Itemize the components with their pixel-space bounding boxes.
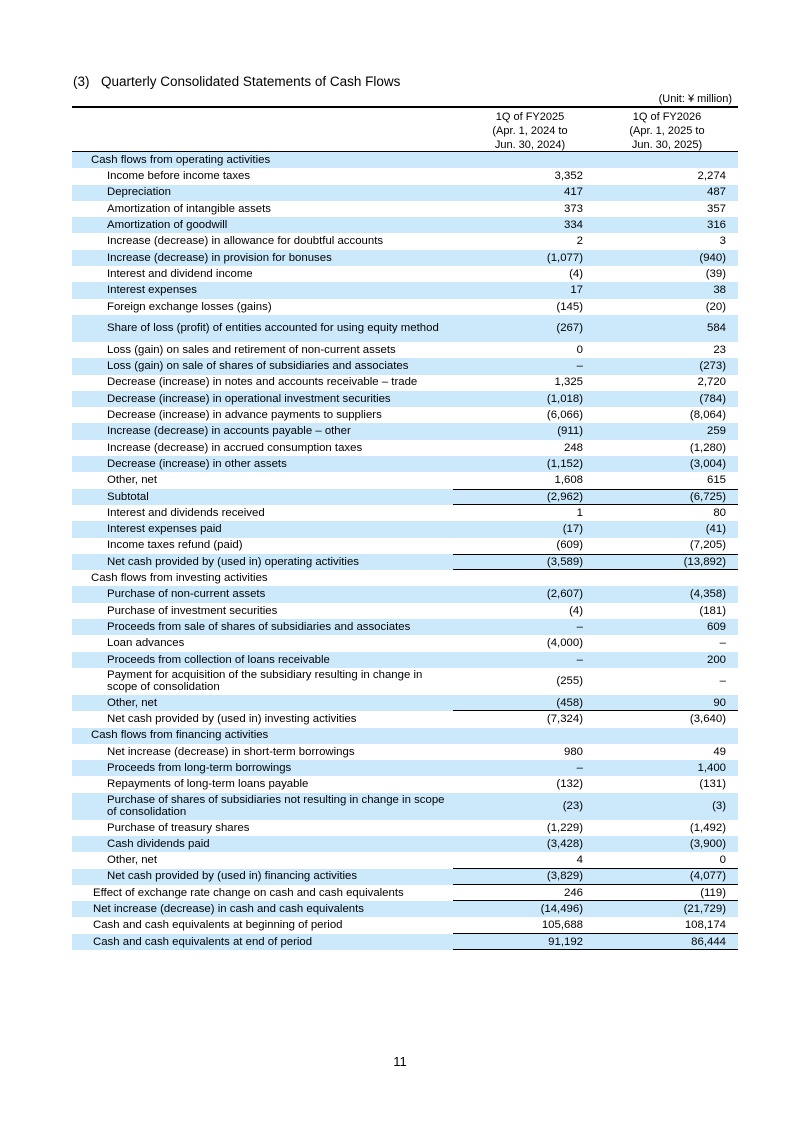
value-fy2025: (609) <box>556 539 583 552</box>
row-label: Increase (decrease) in accounts payable – other <box>107 425 351 438</box>
value-fy2025: 248 <box>563 441 583 454</box>
table-row <box>72 217 738 233</box>
value-fy2025: – <box>576 620 583 633</box>
table-row <box>72 315 738 342</box>
row-label: Share of loss (profit) of entities accounted for using equity method <box>107 322 439 335</box>
table-row <box>72 760 738 776</box>
table-row <box>72 440 738 456</box>
table-row <box>72 820 738 836</box>
table-row <box>72 586 738 602</box>
section-heading <box>73 74 400 89</box>
value-fy2026: 2,720 <box>697 376 726 389</box>
value-fy2026: (940) <box>699 251 726 264</box>
row-label: Decrease (increase) in notes and accounts receivable – trade <box>107 376 418 389</box>
value-fy2025: (132) <box>556 778 583 791</box>
value-fy2025: 4 <box>576 854 583 867</box>
table-row <box>72 375 738 391</box>
table-row <box>72 554 738 570</box>
row-label: Income taxes refund (paid) <box>107 539 243 552</box>
value-fy2025: (4,000) <box>546 637 583 650</box>
value-fy2025: 334 <box>563 219 583 232</box>
row-label: Interest and dividend income <box>107 267 253 280</box>
value-fy2026: (6,725) <box>689 490 726 503</box>
value-fy2026: 0 <box>719 854 726 867</box>
table-row <box>72 538 738 554</box>
row-label: Loss (gain) on sales and retirement of non-current assets <box>107 343 396 356</box>
value-fy2025: (14,496) <box>540 903 583 916</box>
row-label: Subtotal <box>107 490 149 503</box>
value-fy2026: 487 <box>706 186 726 199</box>
table-row <box>72 358 738 374</box>
row-label: Other, net <box>107 854 158 867</box>
value-fy2026: (784) <box>699 392 726 405</box>
value-fy2026: 23 <box>713 343 726 356</box>
value-fy2025: 3,352 <box>554 170 583 183</box>
value-fy2025: (4) <box>569 604 583 617</box>
value-fy2026: (3,900) <box>689 837 726 850</box>
value-fy2025: (2,962) <box>546 490 583 503</box>
row-label: Foreign exchange losses (gains) <box>107 300 272 313</box>
value-fy2026: 615 <box>706 474 726 487</box>
table-row <box>72 456 738 472</box>
table-row <box>72 917 738 933</box>
value-fy2025: (6,066) <box>546 409 583 422</box>
value-fy2025: (1,229) <box>546 821 583 834</box>
value-fy2025: 1,325 <box>554 376 583 389</box>
section-title: Quarterly Consolidated Statements of Cash Flows <box>101 74 401 89</box>
row-label: Decrease (increase) in other assets <box>107 457 287 470</box>
value-fy2025: (1,152) <box>546 457 583 470</box>
page-number: 11 <box>393 1054 407 1069</box>
table-row <box>72 619 738 635</box>
value-fy2025: 91,192 <box>548 935 583 948</box>
table-row <box>72 744 738 760</box>
value-fy2025: 417 <box>563 186 583 199</box>
table-row <box>72 201 738 217</box>
value-fy2025: (458) <box>556 696 583 709</box>
row-label: Increase (decrease) in allowance for doubtful accounts <box>107 235 384 248</box>
row-label: Decrease (increase) in operational investment securities <box>107 392 391 405</box>
table-row <box>72 472 738 488</box>
table-row <box>72 505 738 521</box>
value-fy2026: (20) <box>705 300 726 313</box>
table-row <box>72 934 738 950</box>
row-label: Loss (gain) on sale of shares of subsidiaries and associates <box>107 360 409 373</box>
row-label: Purchase of shares of subsidiaries not resulting in change in scope of consolidation <box>107 793 445 819</box>
column-header-range-start: (Apr. 1, 2024 to <box>492 125 568 137</box>
table-row <box>72 793 738 820</box>
table-row <box>72 407 738 423</box>
value-fy2026: (41) <box>705 523 726 536</box>
table-row <box>72 521 738 537</box>
table-row <box>72 250 738 266</box>
value-fy2025: (1,018) <box>546 392 583 405</box>
value-fy2026: 108,174 <box>684 919 726 932</box>
value-fy2026: (4,358) <box>689 588 726 601</box>
value-fy2026: (1,280) <box>689 441 726 454</box>
value-fy2026: – <box>719 637 726 650</box>
table-row <box>72 233 738 249</box>
value-fy2026: 200 <box>706 653 726 666</box>
section-label: Cash flows from investing activities <box>91 572 268 585</box>
table-row <box>72 901 738 917</box>
value-fy2025: (145) <box>556 300 583 313</box>
table-row <box>72 489 738 505</box>
value-fy2026: 49 <box>713 745 726 758</box>
value-fy2026: 80 <box>713 506 726 519</box>
value-fy2025: (3,589) <box>546 555 583 568</box>
value-fy2025: 17 <box>570 284 583 297</box>
table-row <box>72 342 738 358</box>
value-fy2026: 259 <box>706 425 726 438</box>
table-row <box>72 668 738 695</box>
table-row <box>72 423 738 439</box>
value-fy2025: 246 <box>563 886 583 899</box>
row-label: Depreciation <box>107 186 171 199</box>
row-label: Payment for acquisition of the subsidiary resulting in change in scope of consolidation <box>107 668 423 694</box>
row-label: Net cash provided by (used in) operating activities <box>107 555 359 568</box>
table-row <box>72 885 738 901</box>
table-row <box>72 168 738 184</box>
row-label: Repayments of long-term loans payable <box>107 778 309 791</box>
value-fy2026: 86,444 <box>691 935 726 948</box>
table-top-rule <box>72 106 738 108</box>
row-label: Loan advances <box>107 637 185 650</box>
value-fy2025: (4) <box>569 267 583 280</box>
row-label: Net cash provided by (used in) financing activities <box>107 870 358 883</box>
value-fy2026: 357 <box>706 202 726 215</box>
row-label: Net cash provided by (used in) investing activities <box>107 713 357 726</box>
row-label: Interest expenses paid <box>107 523 222 536</box>
row-label: Cash dividends paid <box>107 837 210 850</box>
row-label: Increase (decrease) in accrued consumption taxes <box>107 441 363 454</box>
value-fy2025: (255) <box>556 675 583 688</box>
table-row <box>72 776 738 792</box>
section-label: Cash flows from operating activities <box>91 153 271 166</box>
table-row <box>72 852 738 868</box>
table-row <box>72 603 738 619</box>
value-fy2026: (7,205) <box>689 539 726 552</box>
table-row <box>72 711 738 727</box>
row-label: Amortization of goodwill <box>107 219 228 232</box>
column-header-range-end: Jun. 30, 2025) <box>631 139 703 151</box>
value-fy2025: 2 <box>576 235 583 248</box>
value-fy2026: (39) <box>705 267 726 280</box>
value-fy2025: 980 <box>563 745 583 758</box>
column-header-period: 1Q of FY2025 <box>495 111 565 123</box>
value-fy2025: (267) <box>556 322 583 335</box>
value-fy2025: (3,829) <box>546 870 583 883</box>
value-fy2025: 1 <box>576 506 583 519</box>
row-label: Other, net <box>107 474 158 487</box>
value-fy2026: 1,400 <box>697 761 726 774</box>
column-header-range-start: (Apr. 1, 2025 to <box>629 125 705 137</box>
value-fy2026: 3 <box>719 235 726 248</box>
row-label: Proceeds from long-term borrowings <box>107 761 292 774</box>
table-row <box>72 152 738 168</box>
column-header-range-end: Jun. 30, 2024) <box>494 139 566 151</box>
row-label: Other, net <box>107 696 158 709</box>
row-label: Purchase of investment securities <box>107 604 278 617</box>
row-label: Interest expenses <box>107 284 197 297</box>
value-fy2025: (911) <box>557 425 583 438</box>
row-label: Purchase of treasury shares <box>107 821 250 834</box>
row-label: Cash and cash equivalents at beginning of period <box>93 919 343 932</box>
value-fy2025: – <box>576 653 583 666</box>
table-row <box>72 282 738 298</box>
value-fy2025: 0 <box>576 343 583 356</box>
table-row <box>72 635 738 651</box>
value-fy2026: (3,004) <box>689 457 726 470</box>
value-fy2025: 373 <box>563 202 583 215</box>
value-fy2026: 316 <box>706 219 726 232</box>
row-label: Proceeds from sale of shares of subsidiaries and associates <box>107 620 411 633</box>
value-fy2026: 38 <box>713 284 726 297</box>
table-row <box>72 652 738 668</box>
value-fy2025: (3,428) <box>546 837 583 850</box>
value-fy2025: 1,608 <box>554 474 583 487</box>
value-fy2026: (273) <box>699 360 726 373</box>
row-label: Interest and dividends received <box>107 506 265 519</box>
table-row <box>72 266 738 282</box>
row-label: Income before income taxes <box>107 170 251 183</box>
unit-note: (Unit: ¥ million) <box>658 93 732 105</box>
column-header-fy2026 <box>596 110 738 152</box>
value-fy2026: (3) <box>712 799 726 812</box>
value-fy2026: 90 <box>713 696 726 709</box>
value-fy2025: – <box>576 761 583 774</box>
value-fy2026: 2,274 <box>697 170 726 183</box>
value-fy2026: (13,892) <box>683 555 726 568</box>
value-fy2025: (23) <box>562 799 583 812</box>
table-row <box>72 836 738 852</box>
row-label: Decrease (increase) in advance payments to suppliers <box>107 409 382 422</box>
value-fy2026: (4,077) <box>689 870 726 883</box>
row-label: Increase (decrease) in provision for bonuses <box>107 251 332 264</box>
column-header-period: 1Q of FY2026 <box>632 111 702 123</box>
value-fy2025: (2,607) <box>546 588 583 601</box>
row-label: Net increase (decrease) in cash and cash equivalents <box>93 903 364 916</box>
row-label: Cash and cash equivalents at end of period <box>93 935 313 948</box>
table-row <box>72 185 738 201</box>
cash-flow-table <box>72 152 738 950</box>
row-label: Amortization of intangible assets <box>107 202 271 215</box>
row-label: Proceeds from collection of loans receivable <box>107 653 330 666</box>
value-fy2026: (3,640) <box>689 713 726 726</box>
table-row <box>72 869 738 885</box>
table-row <box>72 391 738 407</box>
table-row <box>72 728 738 744</box>
table-row <box>72 570 738 586</box>
value-fy2026: (8,064) <box>689 409 726 422</box>
table-row <box>72 299 738 315</box>
value-fy2026: (131) <box>699 778 726 791</box>
value-fy2026: (181) <box>699 604 726 617</box>
table-row <box>72 695 738 711</box>
value-fy2026: 584 <box>706 322 726 335</box>
row-label: Purchase of non-current assets <box>107 588 266 601</box>
value-fy2026: (21,729) <box>683 903 726 916</box>
value-fy2026: – <box>719 675 726 688</box>
value-fy2025: – <box>576 360 583 373</box>
value-fy2026: (1,492) <box>689 821 726 834</box>
value-fy2025: (17) <box>562 523 583 536</box>
value-fy2025: 105,688 <box>541 919 583 932</box>
value-fy2026: (119) <box>700 886 726 899</box>
column-header-fy2025 <box>459 110 601 152</box>
row-label: Net increase (decrease) in short-term borrowings <box>107 745 355 758</box>
value-fy2025: (1,077) <box>546 251 583 264</box>
row-label: Effect of exchange rate change on cash and cash equivalents <box>93 886 404 899</box>
value-fy2025: (7,324) <box>546 713 583 726</box>
value-fy2026: 609 <box>706 620 726 633</box>
section-label: Cash flows from financing activities <box>91 729 269 742</box>
section-number: (3) <box>73 74 90 89</box>
